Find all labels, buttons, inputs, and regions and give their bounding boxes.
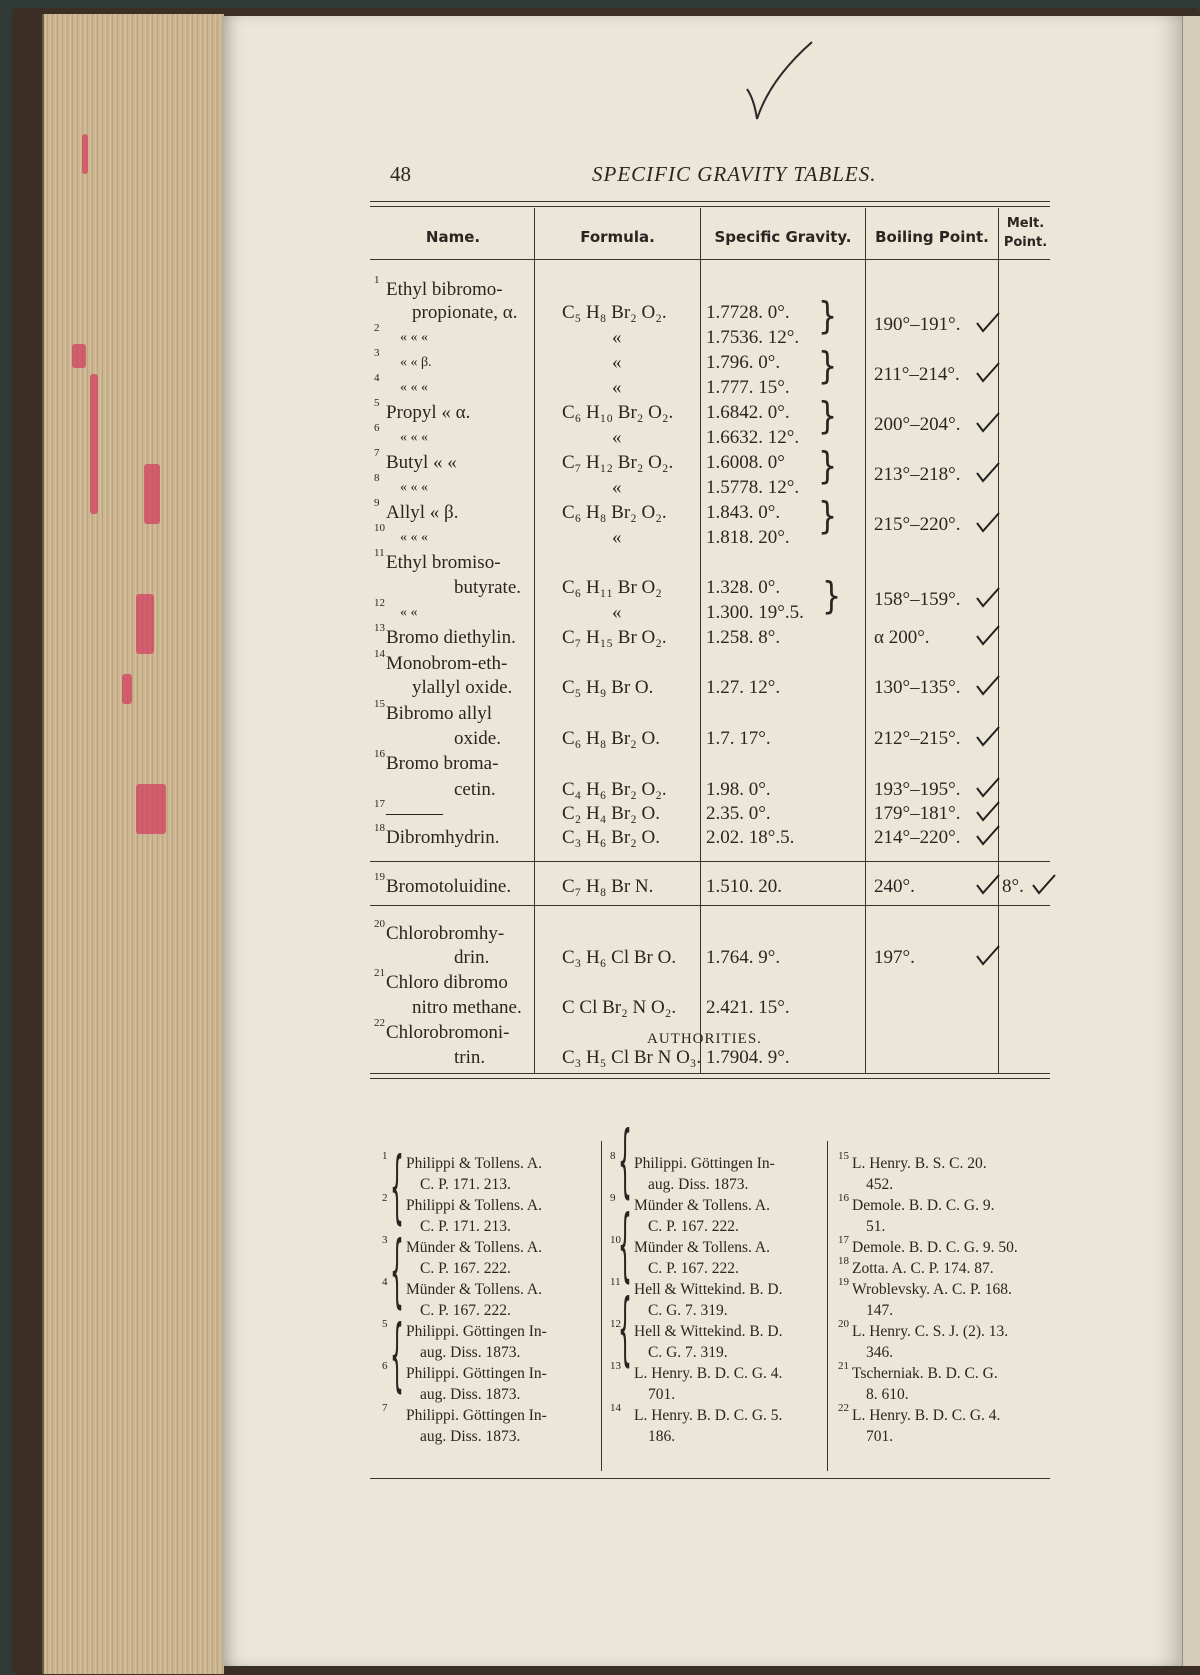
specific-gravity: 1.777. 15°. xyxy=(706,377,790,398)
boiling-point: 190°–191°. xyxy=(874,314,961,335)
boiling-point: α 200°. xyxy=(874,627,930,648)
authority-citation: aug. Diss. 1873. xyxy=(420,1344,521,1361)
compound-name: Bromotoluidine. xyxy=(386,876,512,897)
row-number: 16 xyxy=(374,748,385,760)
header-boiling-point: Boiling Point. xyxy=(875,228,989,246)
boiling-point: 158°–159°. xyxy=(874,589,961,610)
boiling-point: 212°–215°. xyxy=(874,728,961,749)
row-number: 19 xyxy=(374,871,385,883)
authority-number: 8 xyxy=(610,1150,616,1162)
row-number: 3 xyxy=(374,347,380,359)
formula: C₆ H₈ Br₂ O₂. xyxy=(562,502,667,523)
authority-number: 21 xyxy=(838,1360,849,1372)
compound-name: « « xyxy=(400,605,418,620)
specific-gravity: 1.7728. 0°. xyxy=(706,302,790,323)
next-page-edge xyxy=(1182,16,1200,1666)
authority-citation: Münder & Tollens. A. xyxy=(634,1197,770,1214)
compound-name: Ethyl bibromo- xyxy=(386,279,503,300)
authority-number: 18 xyxy=(838,1255,849,1267)
compound-name: Dibromhydrin. xyxy=(386,827,500,848)
authority-number: 16 xyxy=(838,1192,849,1204)
authority-citation: 147. xyxy=(866,1302,894,1319)
specific-gravity: 1.5778. 12°. xyxy=(706,477,800,498)
row-number: 6 xyxy=(374,422,380,434)
check-mark-icon xyxy=(974,776,1002,798)
row-number: 5 xyxy=(374,397,380,409)
row-pair-brace: } xyxy=(818,344,838,389)
check-mark-icon xyxy=(974,361,1002,383)
specific-gravity: 1.7536. 12°. xyxy=(706,327,800,348)
row-divider xyxy=(370,861,1050,862)
compound-name: « « « xyxy=(400,480,428,495)
compound-name: « « « xyxy=(400,530,428,545)
formula: « xyxy=(612,527,622,548)
boiling-point: 213°–218°. xyxy=(874,464,961,485)
red-stain xyxy=(144,464,160,524)
header-formula: Formula. xyxy=(580,228,655,246)
authority-number: 19 xyxy=(838,1276,849,1288)
compound-name: Bibromo allyl xyxy=(386,703,493,724)
specific-gravity: 2.02. 18°.5. xyxy=(706,827,795,848)
row-pair-brace: } xyxy=(818,294,838,339)
row-number: 15 xyxy=(374,698,385,710)
authority-citation: Tscherniak. B. D. C. G. xyxy=(852,1365,998,1382)
authority-citation: 8. 610. xyxy=(866,1386,909,1403)
compound-name: Allyl « β. xyxy=(386,502,459,523)
row-pair-brace: } xyxy=(818,494,838,539)
authorities-divider xyxy=(601,1141,602,1471)
authority-citation: C. P. 171. 213. xyxy=(420,1218,511,1235)
formula: C₃ H₆ Br₂ O. xyxy=(562,827,660,848)
authority-citation: Philippi. Göttingen In- xyxy=(406,1323,547,1340)
authority-brace: { xyxy=(390,1145,404,1236)
compound-name: « « β. xyxy=(400,355,432,370)
specific-gravity: 1.6842. 0°. xyxy=(706,402,790,423)
formula: C₆ H₁₁ Br O₂ xyxy=(562,577,662,598)
row-number: 21 xyxy=(374,967,385,979)
authority-number: 4 xyxy=(382,1276,388,1288)
row-number: 18 xyxy=(374,822,385,834)
authority-number: 11 xyxy=(610,1276,621,1288)
specific-gravity: 1.98. 0°. xyxy=(706,779,771,800)
authority-citation: C. P. 171. 213. xyxy=(420,1176,511,1193)
red-stain xyxy=(90,374,98,514)
check-mark-icon xyxy=(974,725,1002,747)
specific-gravity: 1.7. 17°. xyxy=(706,728,771,749)
authority-number: 5 xyxy=(382,1318,388,1330)
header-bottom-rule xyxy=(370,259,1050,260)
authority-brace: { xyxy=(390,1229,404,1320)
compound-name: Bromo broma- xyxy=(386,753,499,774)
red-stain xyxy=(136,594,154,654)
authority-citation: C. P. 167. 222. xyxy=(420,1302,511,1319)
specific-gravity: 1.300. 19°.5. xyxy=(706,602,804,623)
column-divider xyxy=(700,208,701,1073)
authority-citation: Philippi. Göttingen In- xyxy=(634,1155,775,1172)
compound-name: Bromo diethylin. xyxy=(386,627,516,648)
running-head: SPECIFIC GRAVITY TABLES. xyxy=(592,162,877,186)
authority-number: 22 xyxy=(838,1402,849,1414)
formula: C₇ H₁₂ Br₂ O₂. xyxy=(562,452,674,473)
authority-number: 14 xyxy=(610,1402,621,1414)
compound-name: ylallyl oxide. xyxy=(412,677,513,698)
authority-citation: Münder & Tollens. A. xyxy=(634,1239,770,1256)
authority-number: 9 xyxy=(610,1192,616,1204)
authority-citation: Philippi & Tollens. A. xyxy=(406,1197,542,1214)
table-bottom-rule xyxy=(370,1073,1050,1074)
row-number: 20 xyxy=(374,918,385,930)
row-number: 4 xyxy=(374,372,380,384)
compound-name: propionate, α. xyxy=(412,302,518,323)
authority-brace: { xyxy=(618,1119,632,1210)
authority-citation: Philippi. Göttingen In- xyxy=(406,1365,547,1382)
authority-citation: L. Henry. B. D. C. G. 4. xyxy=(634,1365,783,1382)
authority-citation: Philippi & Tollens. A. xyxy=(406,1155,542,1172)
authority-citation: Demole. B. D. C. G. 9. xyxy=(852,1197,995,1214)
specific-gravity: 1.328. 0°. xyxy=(706,577,781,598)
authority-citation: 701. xyxy=(648,1386,676,1403)
authorities-bottom-rule xyxy=(370,1478,1050,1479)
formula: C₆ H₈ Br₂ O. xyxy=(562,728,660,749)
row-divider xyxy=(370,905,1050,906)
compound-name: cetin. xyxy=(454,779,496,800)
compound-name: « « « xyxy=(400,330,428,345)
table-top-rule xyxy=(370,206,1050,207)
formula: C₅ H₈ Br₂ O₂. xyxy=(562,302,667,323)
formula: C₄ H₆ Br₂ O₂. xyxy=(562,779,667,800)
authority-citation: C. G. 7. 319. xyxy=(648,1344,728,1361)
authority-number: 3 xyxy=(382,1234,388,1246)
formula: C₃ H₅ Cl Br N O₃. xyxy=(562,1047,702,1068)
check-mark-icon xyxy=(974,461,1002,483)
row-number: 7 xyxy=(374,447,380,459)
compound-name: Chlorobromhy- xyxy=(386,923,505,944)
compound-name: Ethyl bromiso- xyxy=(386,552,501,573)
check-mark-icon xyxy=(974,624,1002,646)
melting-point: 8°. xyxy=(1002,876,1024,897)
boiling-point: 200°–204°. xyxy=(874,414,961,435)
page-number: 48 xyxy=(390,162,411,186)
boiling-point: 193°–195°. xyxy=(874,779,961,800)
compound-name: Chloro dibromo xyxy=(386,972,508,993)
check-mark-icon xyxy=(974,511,1002,533)
authority-citation: 346. xyxy=(866,1344,894,1361)
check-mark-icon xyxy=(974,411,1002,433)
table-top-rule xyxy=(370,201,1050,202)
row-number: 17 xyxy=(374,798,385,810)
row-number: 11 xyxy=(374,547,385,559)
compound-name: oxide. xyxy=(454,728,501,749)
red-stain xyxy=(136,784,166,834)
formula: C₃ H₆ Cl Br O. xyxy=(562,947,677,968)
row-number: 9 xyxy=(374,497,380,509)
formula: C₇ H₈ Br N. xyxy=(562,876,654,897)
compound-name: Chlorobromoni- xyxy=(386,1022,510,1043)
authority-citation: 452. xyxy=(866,1176,894,1193)
compound-name: Propyl « α. xyxy=(386,402,471,423)
formula: C₆ H₁₀ Br₂ O₂. xyxy=(562,402,674,423)
check-mark-icon xyxy=(974,944,1002,966)
authority-number: 20 xyxy=(838,1318,849,1330)
authority-brace: { xyxy=(390,1313,404,1404)
authority-citation: L. Henry. C. S. J. (2). 13. xyxy=(852,1323,1009,1340)
authorities-title: AUTHORITIES. xyxy=(647,1031,762,1047)
authority-number: 2 xyxy=(382,1192,388,1204)
specific-gravity: 1.27. 12°. xyxy=(706,677,781,698)
authority-citation: Zotta. A. C. P. 174. 87. xyxy=(852,1260,994,1277)
compound-name: butyrate. xyxy=(454,577,522,598)
authority-citation: Hell & Wittekind. B. D. xyxy=(634,1281,783,1298)
specific-gravity: 1.6632. 12°. xyxy=(706,427,800,448)
red-stain xyxy=(72,344,86,368)
formula: « xyxy=(612,377,622,398)
authority-number: 17 xyxy=(838,1234,849,1246)
boiling-point: 197°. xyxy=(874,947,915,968)
page-edges xyxy=(42,14,224,1674)
authorities-divider xyxy=(827,1141,828,1471)
authority-number: 13 xyxy=(610,1360,621,1372)
compound-name: « « « xyxy=(400,380,428,395)
red-stain xyxy=(122,674,132,704)
compound-name: ——— xyxy=(386,803,443,824)
check-mark-icon xyxy=(974,800,1002,822)
authority-number: 12 xyxy=(610,1318,621,1330)
authority-citation: 186. xyxy=(648,1428,676,1445)
check-mark-icon xyxy=(1030,873,1058,895)
authority-citation: Hell & Wittekind. B. D. xyxy=(634,1323,783,1340)
authority-brace: { xyxy=(618,1203,632,1294)
compound-name: « « « xyxy=(400,430,428,445)
specific-gravity: 1.258. 8°. xyxy=(706,627,781,648)
authority-number: 1 xyxy=(382,1150,388,1162)
formula: « xyxy=(612,477,622,498)
specific-gravity: 1.510. 20. xyxy=(706,876,782,897)
compound-name: nitro methane. xyxy=(412,997,522,1018)
specific-gravity: 1.6008. 0° xyxy=(706,452,785,473)
book-page xyxy=(222,16,1182,1666)
table-bottom-rule xyxy=(370,1078,1050,1079)
row-number: 2 xyxy=(374,322,380,334)
authority-number: 10 xyxy=(610,1234,621,1246)
specific-gravity: 1.818. 20°. xyxy=(706,527,790,548)
authority-citation: Philippi. Göttingen In- xyxy=(406,1407,547,1424)
formula: C₅ H₉ Br O. xyxy=(562,677,654,698)
row-number: 13 xyxy=(374,622,385,634)
specific-gravity: 1.764. 9°. xyxy=(706,947,781,968)
column-divider xyxy=(534,208,535,1073)
boiling-point: 240°. xyxy=(874,876,915,897)
authority-citation: Wroblevsky. A. C. P. 168. xyxy=(852,1281,1012,1298)
boiling-point: 214°–220°. xyxy=(874,827,961,848)
boiling-point: 130°–135°. xyxy=(874,677,961,698)
authority-brace: { xyxy=(618,1287,632,1378)
row-number: 14 xyxy=(374,648,385,660)
formula: « xyxy=(612,352,622,373)
authority-citation: C. P. 167. 222. xyxy=(420,1260,511,1277)
header-melting-point: Point. xyxy=(1003,235,1048,250)
specific-gravity: 1.7904. 9°. xyxy=(706,1047,790,1068)
authority-citation: Münder & Tollens. A. xyxy=(406,1239,542,1256)
authority-citation: 701. xyxy=(866,1428,894,1445)
specific-gravity: 1.796. 0°. xyxy=(706,352,781,373)
column-divider xyxy=(865,208,866,1073)
formula: « xyxy=(612,602,622,623)
authority-citation: C. G. 7. 319. xyxy=(648,1302,728,1319)
row-pair-brace: } xyxy=(818,394,838,439)
check-mark-icon xyxy=(974,311,1002,333)
row-number: 10 xyxy=(374,522,385,534)
boiling-point: 179°–181°. xyxy=(874,803,961,824)
row-number: 12 xyxy=(374,597,385,609)
check-mark-icon xyxy=(974,586,1002,608)
authority-citation: aug. Diss. 1873. xyxy=(420,1428,521,1445)
authority-citation: C. P. 167. 222. xyxy=(648,1218,739,1235)
authority-citation: aug. Diss. 1873. xyxy=(648,1176,749,1193)
specific-gravity: 2.421. 15°. xyxy=(706,997,790,1018)
authority-number: 15 xyxy=(838,1150,849,1162)
header-name: Name. xyxy=(425,228,481,246)
row-number: 22 xyxy=(374,1017,385,1029)
row-number: 8 xyxy=(374,472,380,484)
formula: C Cl Br₂ N O₂. xyxy=(562,997,677,1018)
handwritten-checkmark xyxy=(742,34,832,124)
authority-citation: Münder & Tollens. A. xyxy=(406,1281,542,1298)
row-pair-brace: } xyxy=(818,444,838,489)
formula: C₂ H₄ Br₂ O. xyxy=(562,803,660,824)
formula: C₇ H₁₅ Br O₂. xyxy=(562,627,667,648)
authority-number: 7 xyxy=(382,1402,388,1414)
authority-citation: L. Henry. B. S. C. 20. xyxy=(852,1155,987,1172)
row-number: 1 xyxy=(374,274,380,286)
authority-number: 6 xyxy=(382,1360,388,1372)
formula: « xyxy=(612,327,622,348)
compound-name: Monobrom-eth- xyxy=(386,653,508,674)
authority-citation: Demole. B. D. C. G. 9. 50. xyxy=(852,1239,1018,1256)
authority-citation: 51. xyxy=(866,1218,886,1235)
check-mark-icon xyxy=(974,674,1002,696)
red-stain xyxy=(82,134,88,174)
formula: « xyxy=(612,427,622,448)
header-melting-point: Melt. xyxy=(1006,216,1045,231)
header-specific-gravity: Specific Gravity. xyxy=(714,228,852,246)
compound-name: drin. xyxy=(454,947,490,968)
check-mark-icon xyxy=(974,824,1002,846)
authority-citation: L. Henry. B. D. C. G. 4. xyxy=(852,1407,1001,1424)
compound-name: trin. xyxy=(454,1047,486,1068)
compound-name: Butyl « « xyxy=(386,452,457,473)
boiling-point: 211°–214°. xyxy=(874,364,960,385)
authority-citation: aug. Diss. 1873. xyxy=(420,1386,521,1403)
authority-citation: L. Henry. B. D. C. G. 5. xyxy=(634,1407,783,1424)
authority-citation: C. P. 167. 222. xyxy=(648,1260,739,1277)
specific-gravity: 2.35. 0°. xyxy=(706,803,771,824)
boiling-point: 215°–220°. xyxy=(874,514,961,535)
row-pair-brace: } xyxy=(822,574,842,619)
check-mark-icon xyxy=(974,873,1002,895)
specific-gravity: 1.843. 0°. xyxy=(706,502,781,523)
